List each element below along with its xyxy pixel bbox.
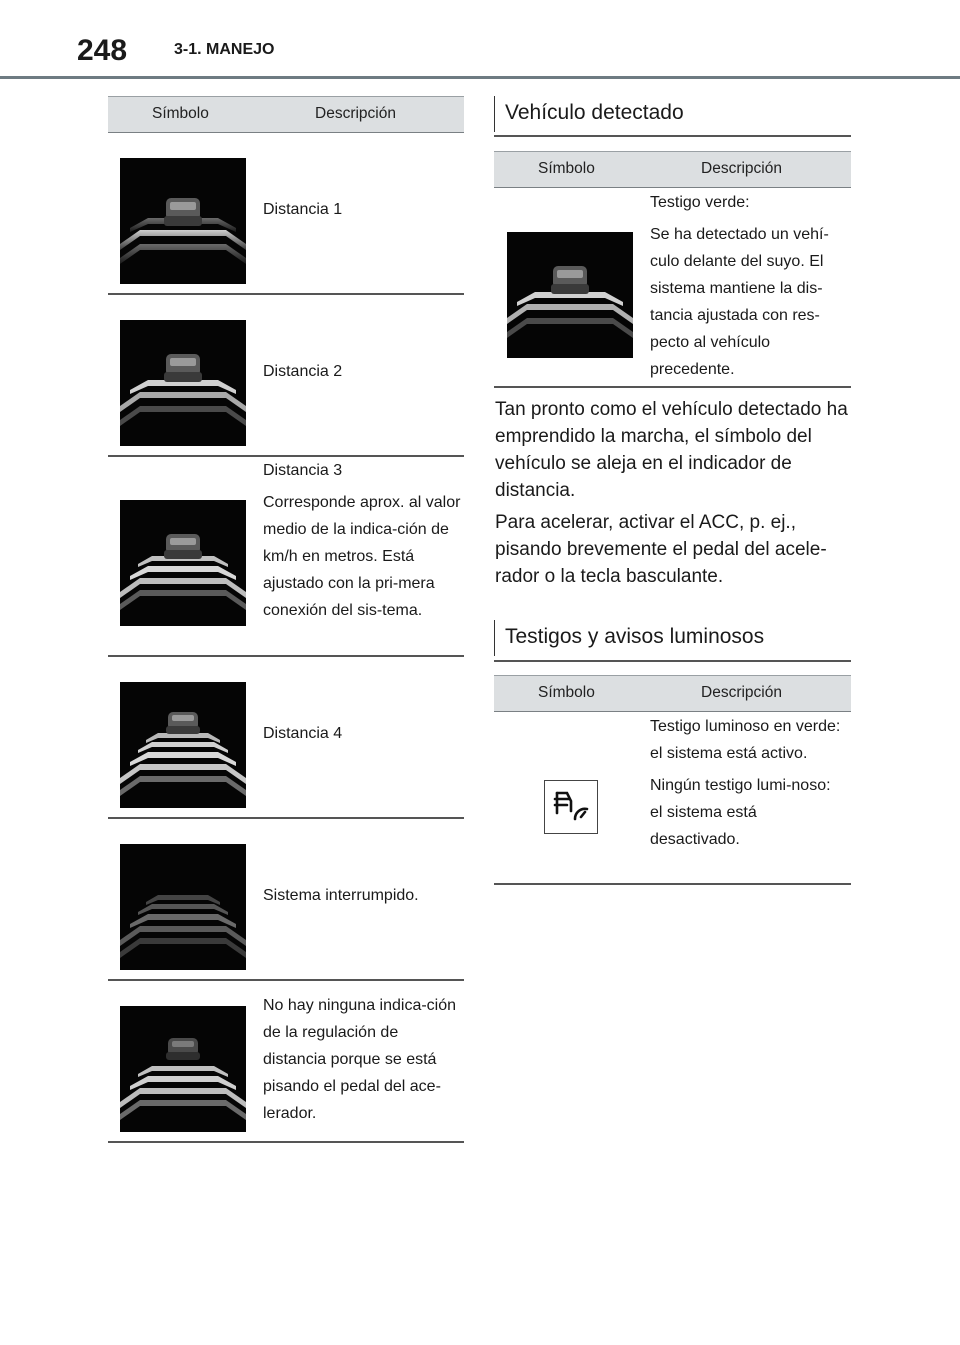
distance-2-icon — [120, 320, 246, 446]
distance-display-graphic — [507, 232, 633, 358]
acc-indicator-description: Testigo luminoso en verde: el sistema está activo. Ningún testigo lumi-noso: el sistema está desactivado. — [650, 718, 841, 848]
distance-display-graphic — [120, 500, 246, 626]
warning-lights-heading: Testigos y avisos luminosos — [494, 620, 764, 656]
vehicle-detected-description: Testigo verde: Se ha detectado un vehí-culo delante del suyo. El sistema mantiene la dis-tancia ajustada con res-pecto al vehículo precedente. — [650, 194, 829, 378]
acc-indicator-icon — [544, 780, 598, 834]
distance-3-description: Distancia 3 Corresponde aprox. al valor medio de la indica-ción de km/h en metros. Está ajustado con la pri-mera conexión del sis-tema. — [263, 462, 461, 619]
acc-symbol-graphic — [545, 781, 597, 833]
row-divider — [108, 817, 464, 819]
column-header-description: Descripción — [315, 105, 396, 122]
page-header — [0, 0, 960, 80]
distance-1-icon — [120, 158, 246, 284]
row-divider — [494, 883, 851, 885]
section-title: 3-1. MANEJO — [174, 41, 275, 58]
system-interrupted-icon — [120, 844, 246, 970]
column-header-description: Descripción — [701, 160, 782, 177]
distance-2-description: Distancia 2 — [263, 363, 343, 380]
vehicle-detected-icon — [507, 232, 633, 358]
body-text — [495, 396, 855, 595]
paragraph: Para acelerar, activar el ACC, p. ej., pisando brevemente el pedal del acele-rador o la tecla basculante. — [495, 512, 827, 587]
distance-4-icon — [120, 682, 246, 808]
vehicle-detected-heading: Vehículo detectado — [494, 96, 684, 132]
column-header-symbol: Símbolo — [538, 160, 595, 177]
row-divider — [108, 979, 464, 981]
distance-1-description: Distancia 1 — [263, 201, 343, 218]
distance-table-header — [108, 96, 464, 133]
warning-lights-table-header — [494, 675, 851, 712]
row-divider — [494, 386, 851, 388]
distance-display-graphic — [120, 158, 246, 284]
distance-3-icon — [120, 500, 246, 626]
column-header-symbol: Símbolo — [538, 684, 595, 701]
distance-4-description: Distancia 4 — [263, 725, 343, 742]
accelerator-pressed-icon — [120, 1006, 246, 1132]
heading-rule — [494, 135, 851, 137]
distance-display-graphic — [120, 320, 246, 446]
row-divider — [108, 1141, 464, 1143]
column-header-description: Descripción — [701, 684, 782, 701]
system-interrupted-description: Sistema interrumpido. — [263, 887, 419, 904]
paragraph: Tan pronto como el vehículo detectado ha emprendido la marcha, el símbolo del vehículo se aleja en el indicador de distancia. — [495, 399, 848, 501]
distance-display-graphic — [120, 682, 246, 808]
accelerator-pressed-description: No hay ninguna indica-ción de la regulación de distancia porque se está pisando el pedal del ace-lerador. — [263, 997, 457, 1122]
row-divider — [108, 293, 464, 295]
vehicle-detected-table-header — [494, 151, 851, 188]
heading-rule — [494, 660, 851, 662]
header-divider — [0, 76, 960, 79]
row-divider — [108, 655, 464, 657]
page-number: 248 — [77, 34, 128, 67]
distance-display-graphic — [120, 1006, 246, 1132]
column-header-symbol: Símbolo — [152, 105, 209, 122]
distance-display-graphic — [120, 844, 246, 970]
